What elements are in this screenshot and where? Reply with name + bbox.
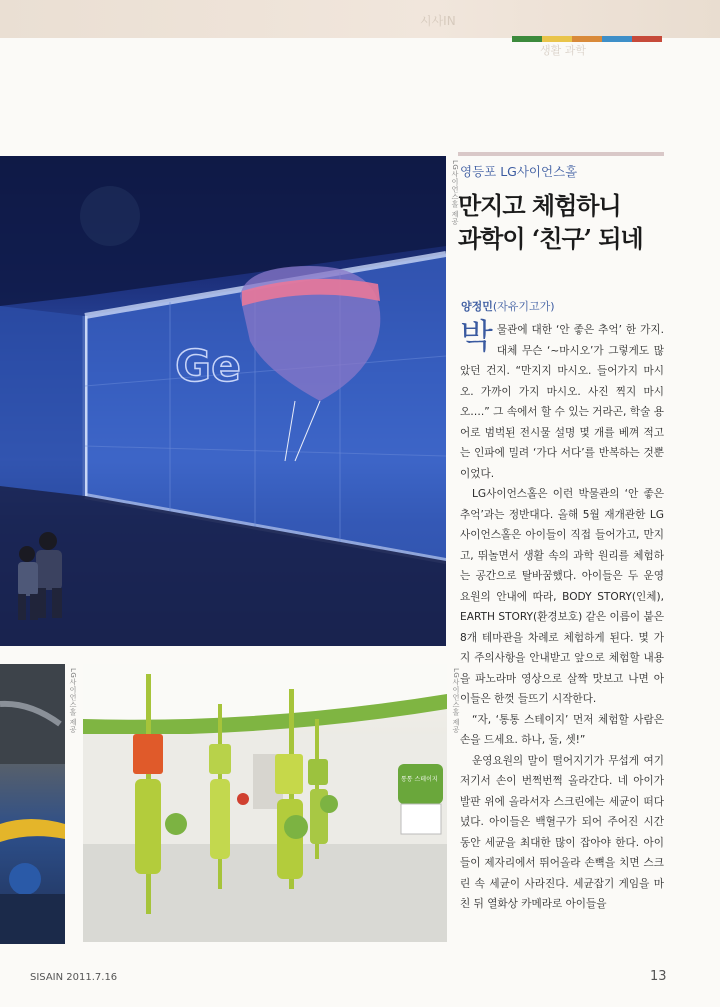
byline-name: 양정민 <box>461 300 493 313</box>
photo-credit-main: LG사이언스홀 제공 <box>451 160 459 226</box>
ghost-header-text: 시사IN <box>420 14 456 28</box>
photo-credit-side: LG사이언스홀 제공 <box>69 668 77 734</box>
page-number: 13 <box>650 969 667 984</box>
section-rule <box>458 152 664 156</box>
color-bar <box>512 36 662 42</box>
paragraph-2: LG사이언스홀은 이런 박물관의 ‘안 좋은 추억’과는 정반대다. 올해 5월 재개관한 LG사이언스홀은 아이들이 직접 들어가고, 만지고, 뛰놀면서 생활 속의 과학 원리를 체험하는 공간으로 탈바꿈했다. 아이들은 두 운영요원의 안내에 따라, BODY STORY(인체), EARTH STORY(환경보호) 같은 이름이 붙은 8개 테마관을 차례로 체험하게 된다. 몇 가지 주의사항을 안내받고 앞으로 체험할 내용을 파노라마 영상으로 살짝 맛보고 나면 아이들은 한껏 들뜨기 시작한다. <box>460 488 664 705</box>
paragraph-1 <box>460 317 664 484</box>
top-band <box>0 0 720 38</box>
paragraph-4: 운영요원의 말이 떨어지기가 무섭게 여기저기서 손이 번쩍번쩍 올라간다. 네 아이가 발판 위에 올라서자 스크린에는 세균이 떠다녔다. 아이들은 백혈구가 되어 주어진 시간 동안 세균을 최대한 많이 잡아야 한다. 아이들이 제자리에서 뛰어올라 손뼉을 치면 스크린 속 세균이 사라진다. 세균잡기 게임을 마친 뒤 열화상 카메라로 아이들을 <box>460 754 664 910</box>
dropcap: 박 <box>460 317 493 357</box>
article-body <box>460 317 664 915</box>
screen-word: Ge <box>175 341 241 392</box>
footer-magazine: SISAIN 2011.7.16 <box>30 972 118 983</box>
headline <box>458 189 668 255</box>
paragraph-1-text: 물관에 대한 ‘안 좋은 추억’ 한 가지. 대체 무슨 ‘~마시오’가 그렇게도 많았던 건지. “만지지 마시오. 들어가지 마시오. 가까이 가지 마시오. 사진 찍지 마시오….” 그 속에서 할 수 있는 거라곤, 학술 용어로 범벅된 전시물 설명 몇 개를 베껴 적고는 인파에 밀려 ‘가다 서다’를 반복하는 것뿐이었다. <box>460 324 664 480</box>
section-label: 영등포 LG사이언스홀 <box>460 164 578 179</box>
paragraph-3: “자, ‘통통 스테이지’ 먼저 체험할 사람은 손을 드세요. 하나, 둘, 셋!” <box>460 713 664 746</box>
exhibit-photo <box>83 664 447 942</box>
exhibit-sign-text: 통통 스테이지 <box>401 776 438 783</box>
side-photo-illustration <box>0 664 65 944</box>
side-photo <box>0 664 65 944</box>
byline <box>461 298 555 314</box>
photo-credit-exhibit: LG사이언스홀 제공 <box>452 668 460 734</box>
main-photo <box>0 156 446 646</box>
main-photo-illustration <box>0 156 446 646</box>
headline-line-1: 만지고 체험하니 <box>458 191 621 220</box>
exhibit-photo-illustration <box>83 664 447 942</box>
headline-line-2: 과학이 ‘친구’ 되네 <box>458 224 643 253</box>
ghost-header-text-2: 생활 과학 <box>540 44 587 57</box>
byline-role: (자유기고가) <box>492 300 555 313</box>
